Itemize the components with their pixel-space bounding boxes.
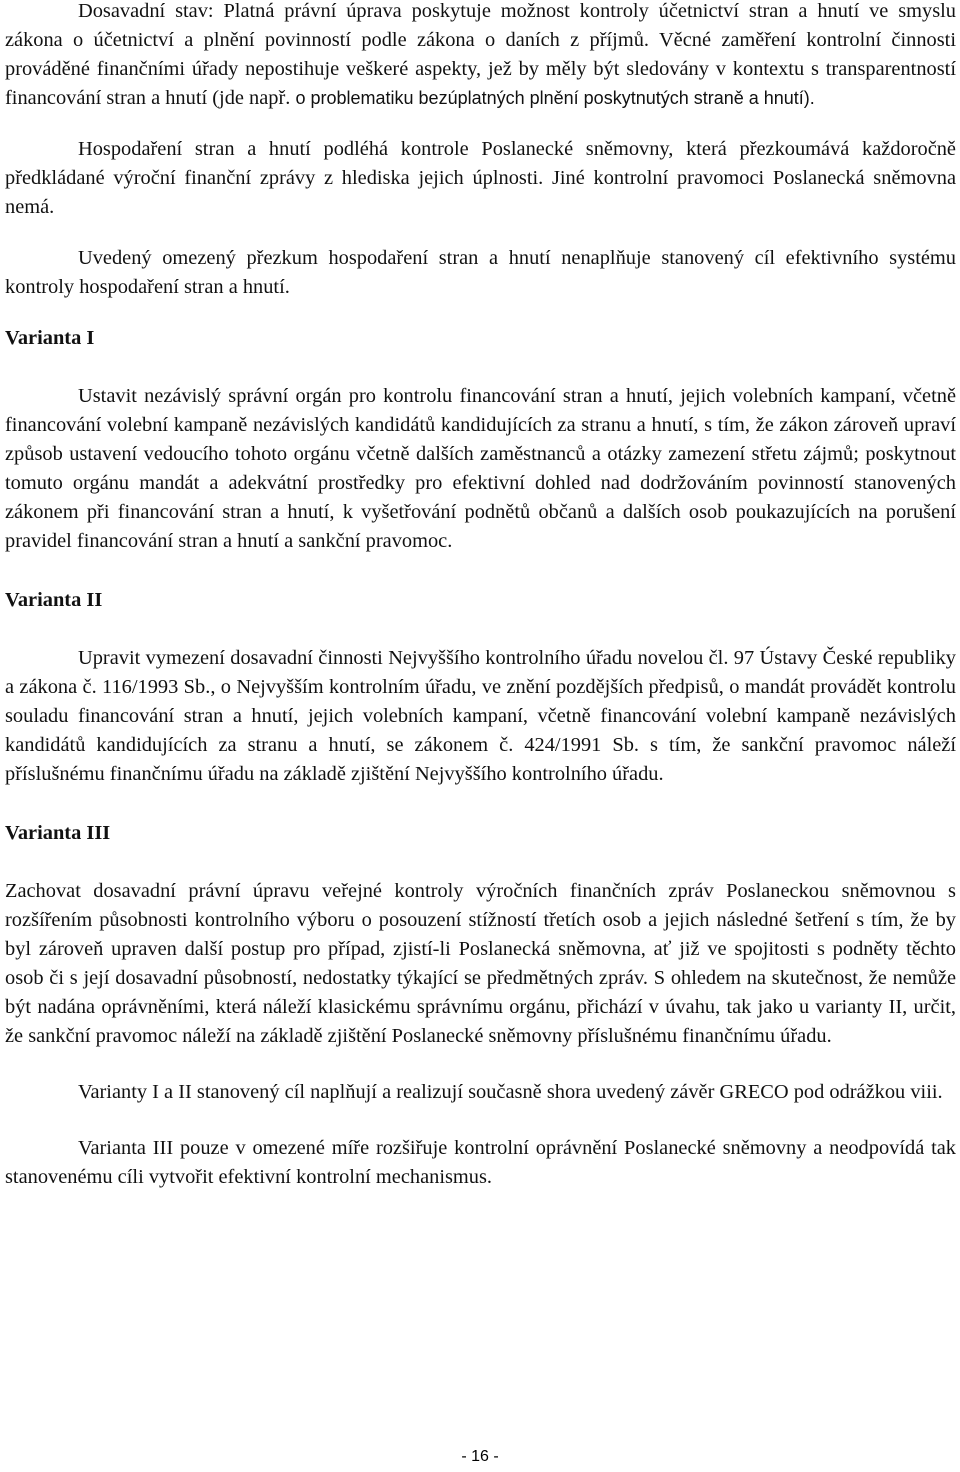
variant-1-paragraph: Ustavit nezávislý správní orgán pro kontrolu financování stran a hnutí, jejich volebních kampaní, včetně financování volební kampaně nezávislých kandidátů kandidujících za stranu a hnutí, s tím, že zákon zároveň upraví způsob ustavení vedoucího tohoto orgánu včetně dalších zaměstnanců a otázky zamezení střetu zájmů; poskytnout tomuto orgánu mandát a adekvátní prostředky pro efektivní dohled nad dodržováním povinností stanovených zákonem při financování stran a hnutí, k vyšetřování podnětů občanů a dalších osob poukazujících na porušení pravidel financování stran a hnutí a sankční pravomoc. [5, 385, 956, 552]
page-number: - 16 - [461, 1448, 499, 1465]
intro-paragraph [5, 0, 956, 113]
variant-2-heading: Varianta II [5, 589, 103, 611]
variant-2-paragraph: Upravit vymezení dosavadní činnosti Nejvyššího kontrolního úřadu novelou čl. 97 Ústavy České republiky a zákona č. 116/1993 Sb., o Nejvyšším kontrolním úřadu, ve znění pozdějších předpisů, o mandát provádět kontrolu souladu financování stran a hnutí, jejich volebních kampaní, včetně financování volební kampaně nezávislých kandidátů kandidujících za stranu a hnutí, se zákonem č. 424/1991 Sb. s tím, že sankční pravomoc náleží příslušnému finančnímu úřadu na základě zjištění Nejvyššího kontrolního úřadu. [5, 647, 956, 785]
variant-1-heading: Varianta I [5, 327, 95, 349]
control-paragraph: Hospodaření stran a hnutí podléhá kontrole Poslanecké sněmovny, která přezkoumává každoročně předkládané výroční finanční zprávy z hlediska jejich úplnosti. Jiné kontrolní pravomoci Poslanecká sněmovna nemá. [5, 138, 956, 218]
conclusion-paragraph-1: Varianty I a II stanovený cíl naplňují a realizují současně shora uvedený závěr GRECO pod odrážkou viii. [78, 1081, 943, 1103]
variant-3-paragraph: Zachovat dosavadní právní úpravu veřejné kontroly výročních finančních zpráv Poslaneckou sněmovnou s rozšířením působnosti kontrolního výboru o posouzení stížností třetích osob a jejich následné šetření s tím, že by byl zároveň upraven další postup pro případ, zjistí-li Poslanecká sněmovna, ať již ve spojitosti s podněty těchto osob či s její dosavadní působností, nedostatky týkající se předmětných zpráv. S ohledem na skutečnost, že nemůže být nadána oprávněními, která náleží klasickému správnímu orgánu, přichází v úvahu, tak jako u varianty II, určit, že sankční pravomoc náleží na základě zjištění Poslanecké sněmovny příslušnému finančnímu úřadu. [5, 880, 956, 1047]
intro-text: Dosavadní stav: Platná právní úprava poskytuje možnost kontroly účetnictví stran a hnutí ve smyslu zákona o účetnictví a plnění povinností podle zákona o daních z příjmů. Věcné zaměření kontrolní činnosti prováděné finančními úřady nepostihuje veškeré aspekty, jež by měly být sledovány v kontextu s transparentností financování stran a hnutí (jde např. [5, 0, 956, 109]
intro-text-continuation: o problematiku bezúplatných plnění poskytnutých straně a hnutí). [295, 88, 815, 108]
variant-3-heading: Varianta III [5, 822, 111, 844]
limited-review-paragraph: Uvedený omezený přezkum hospodaření stran a hnutí nenaplňuje stanovený cíl efektivního systému kontroly hospodaření stran a hnutí. [5, 247, 956, 298]
conclusion-paragraph-2: Varianta III pouze v omezené míře rozšiřuje kontrolní oprávnění Poslanecké sněmovny a neodpovídá tak stanovenému cíli vytvořit efektivní kontrolní mechanismus. [5, 1137, 956, 1188]
